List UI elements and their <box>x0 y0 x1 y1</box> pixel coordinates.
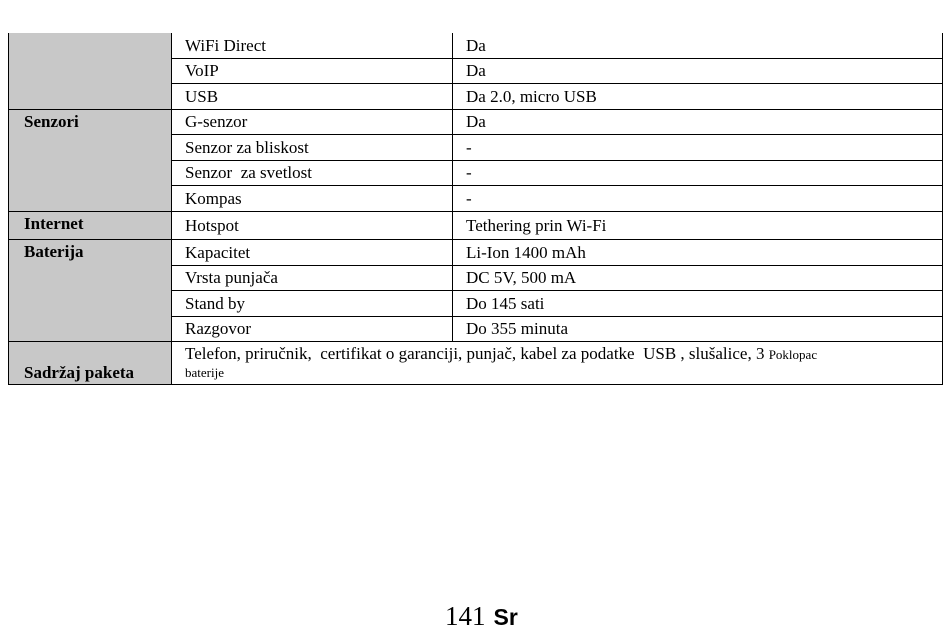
value-cell: - <box>453 186 943 212</box>
table-row <box>9 211 943 240</box>
package-contents-text: Telefon, priručnik, certifikat o garanciji, punjač, kabel za podatke USB , slušalice, 3 <box>185 343 769 363</box>
value-cell: Do 145 sati <box>453 291 943 317</box>
feature-cell: Stand by <box>172 291 453 317</box>
value-cell: DC 5V, 500 mA <box>453 265 943 291</box>
category-cell-senzori: Senzori <box>9 109 172 211</box>
feature-cell: G-senzor <box>172 109 453 135</box>
table-row <box>9 33 943 58</box>
category-cell-baterija: Baterija <box>9 240 172 342</box>
feature-cell: Kompas <box>172 186 453 212</box>
category-cell-sadrzaj-paketa: Sadržaj paketa <box>9 342 172 385</box>
category-cell-connectivity <box>9 33 172 109</box>
feature-cell: Senzor za svetlost <box>172 160 453 186</box>
value-cell: Do 355 minuta <box>453 316 943 342</box>
package-contents-small-text-2: baterije <box>185 365 224 380</box>
value-cell: Da 2.0, micro USB <box>453 84 943 110</box>
table-row <box>9 240 943 266</box>
value-cell: Da <box>453 58 943 84</box>
value-cell: Tethering prin Wi-Fi <box>453 211 943 240</box>
feature-cell: USB <box>172 84 453 110</box>
table-row <box>9 109 943 135</box>
value-cell: - <box>453 135 943 161</box>
feature-cell: Razgovor <box>172 316 453 342</box>
table-row <box>9 342 943 385</box>
category-cell-internet: Internet <box>9 211 172 240</box>
value-cell: Li-Ion 1400 mAh <box>453 240 943 266</box>
feature-cell: VoIP <box>172 58 453 84</box>
value-cell: Da <box>453 33 943 58</box>
page-number: 141 <box>445 601 486 631</box>
feature-cell: Hotspot <box>172 211 453 240</box>
package-contents-small-text: Poklopac <box>768 346 818 362</box>
value-cell: - <box>453 160 943 186</box>
feature-cell: Senzor za bliskost <box>172 135 453 161</box>
value-cell: Da <box>453 109 943 135</box>
feature-cell: Vrsta punjača <box>172 265 453 291</box>
language-code: Sr <box>493 604 518 630</box>
package-contents-cell <box>172 342 943 385</box>
specifications-table <box>8 33 943 385</box>
feature-cell: WiFi Direct <box>172 33 453 58</box>
feature-cell: Kapacitet <box>172 240 453 266</box>
page-footer <box>445 603 518 630</box>
